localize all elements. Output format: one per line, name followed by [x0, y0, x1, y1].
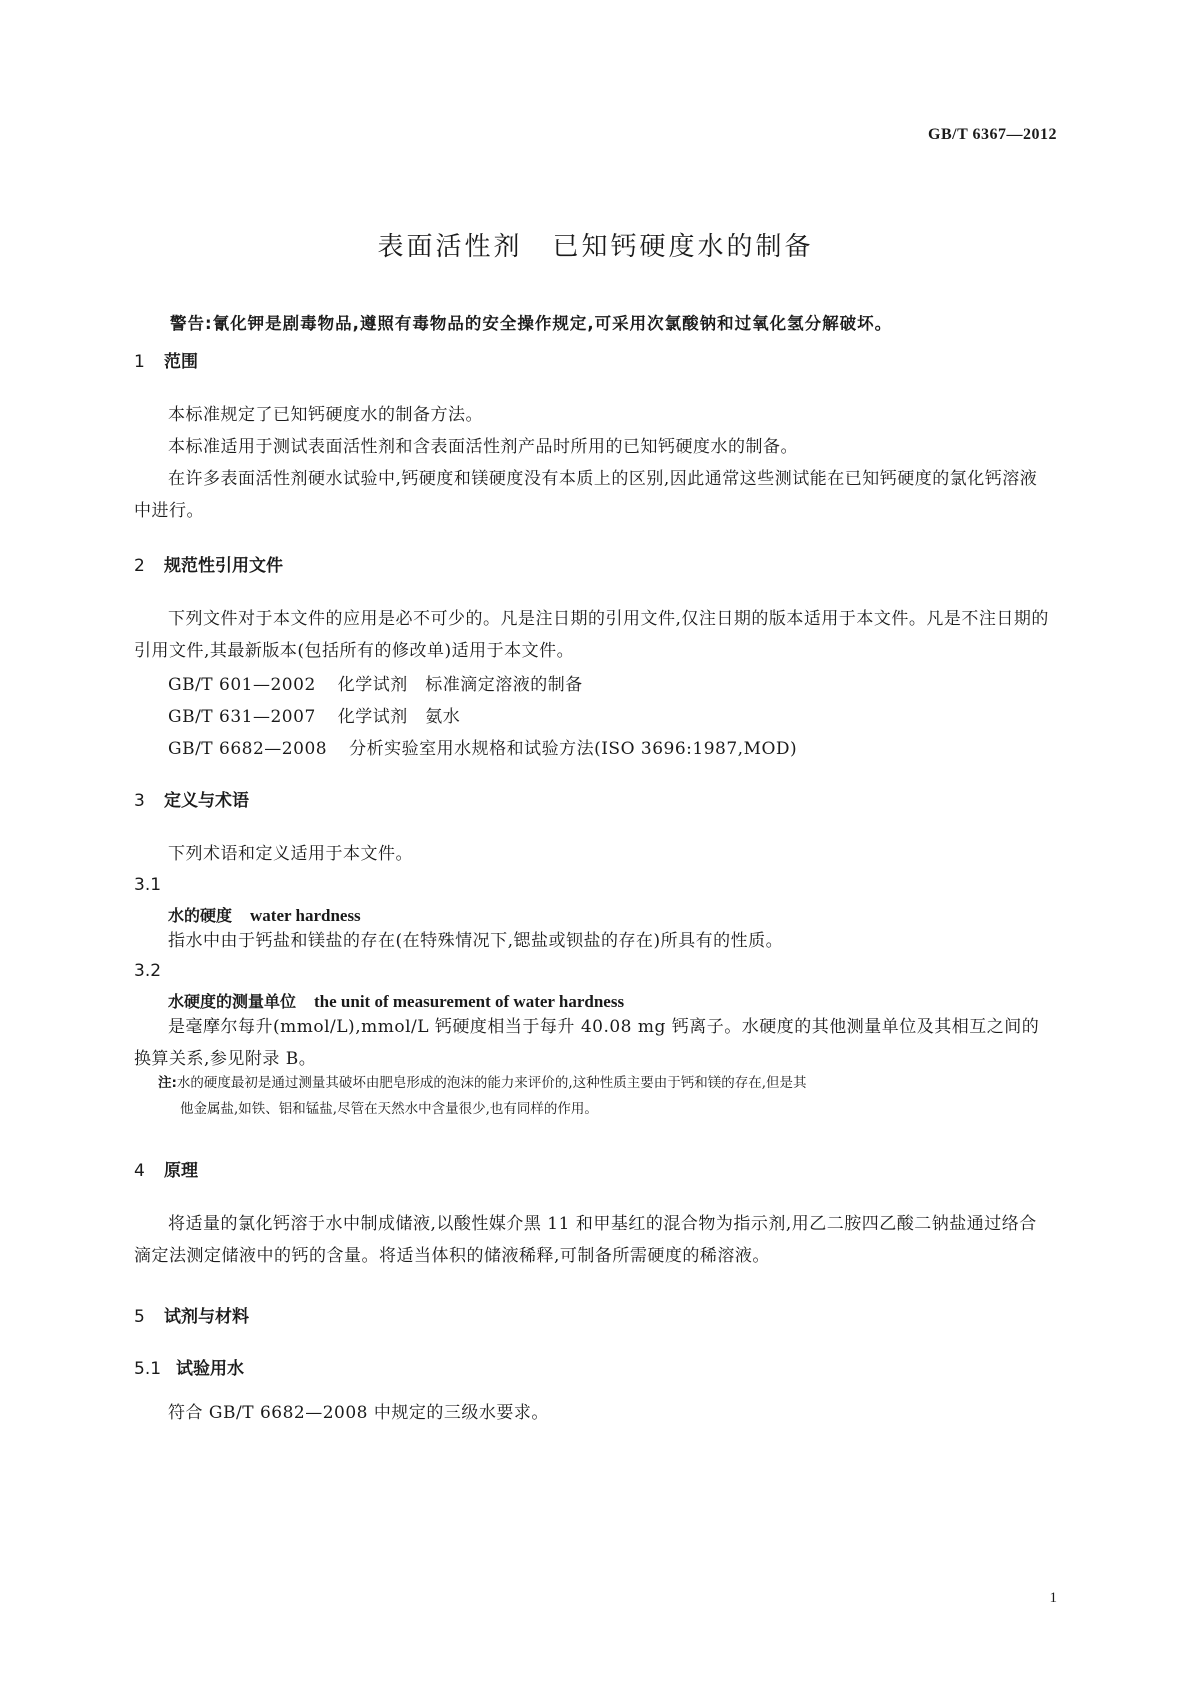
- term-zh: 水硬度的测量单位: [168, 992, 297, 1011]
- title-part-2: 已知钙硬度水的制备: [552, 232, 814, 262]
- subsection-5-1-heading: [134, 1354, 244, 1379]
- section-title: 试剂与材料: [164, 1307, 249, 1327]
- section-number: 4: [134, 1161, 145, 1181]
- section-number: 1: [134, 352, 145, 372]
- term-en: water hardness: [250, 906, 361, 925]
- section-3-heading: [134, 786, 249, 811]
- section-title: 规范性引用文件: [164, 556, 283, 576]
- note: [158, 1070, 1058, 1122]
- section-4-heading: [134, 1156, 198, 1181]
- section-title: 范围: [164, 352, 198, 372]
- term-heading: [168, 989, 624, 1012]
- reference-item: [168, 734, 797, 759]
- subsection-number: 5.1: [134, 1359, 162, 1379]
- paragraph: 符合 GB/T 6682—2008 中规定的三级水要求。: [168, 1403, 549, 1423]
- section-number: 5: [134, 1307, 145, 1327]
- warning-text: 警告:氰化钾是剧毒物品,遵照有毒物品的安全操作规定,可采用次氯酸钠和过氧化氢分解破坏。: [170, 314, 893, 333]
- term-number: 3.2: [134, 961, 162, 981]
- reference-item: [168, 670, 583, 695]
- paragraph: 在许多表面活性剂硬水试验中,钙硬度和镁硬度没有本质上的区别,因此通常这些测试能在已知钙硬度的氯化钙溶液中进行。: [134, 469, 1038, 521]
- term-heading: [168, 903, 361, 926]
- section-number: 3: [134, 791, 145, 811]
- section-2-heading: [134, 551, 283, 576]
- title-part-1: 表面活性剂: [377, 232, 523, 262]
- paragraph: 本标准规定了已知钙硬度水的制备方法。: [168, 405, 483, 425]
- section-number: 2: [134, 556, 145, 576]
- section-1-heading: [134, 347, 198, 372]
- note-line: 水的硬度最初是通过测量其破坏由肥皂形成的泡沫的能力来评价的,这种性质主要由于钙和镁的存在,但是其: [176, 1075, 807, 1091]
- document-title: [0, 226, 1191, 263]
- term-definition: 指水中由于钙盐和镁盐的存在(在特殊情况下,锶盐或钡盐的存在)所具有的性质。: [168, 931, 784, 951]
- paragraph: 下列术语和定义适用于本文件。: [168, 844, 413, 864]
- subsection-title: 试验用水: [176, 1359, 244, 1379]
- page-number: 1: [1049, 1590, 1057, 1606]
- reference-name: 分析实验室用水规格和试验方法(ISO 3696:1987,MOD): [349, 739, 798, 759]
- paragraph: 本标准适用于测试表面活性剂和含表面活性剂产品时所用的已知钙硬度水的制备。: [168, 437, 798, 457]
- term-en: the unit of measurement of water hardness: [314, 992, 625, 1011]
- term-zh: 水的硬度: [168, 906, 233, 925]
- section-5-heading: [134, 1302, 249, 1327]
- reference-code: GB/T 631—2007: [168, 707, 316, 727]
- reference-name: 化学试剂 氨水: [337, 707, 461, 727]
- reference-item: [168, 702, 460, 727]
- term-definition: 是毫摩尔每升(mmol/L),mmol/L 钙硬度相当于每升 40.08 mg 钙离子。水硬度的其他测量单位及其相互之间的换算关系,参见附录 B。: [134, 1017, 1040, 1069]
- section-title: 定义与术语: [164, 791, 249, 811]
- term-number: 3.1: [134, 875, 162, 895]
- paragraph: 下列文件对于本文件的应用是必不可少的。凡是注日期的引用文件,仅注日期的版本适用于本文件。凡是不注日期的引用文件,其最新版本(包括所有的修改单)适用于本文件。: [134, 609, 1049, 661]
- paragraph: 将适量的氯化钙溶于水中制成储液,以酸性媒介黑 11 和甲基红的混合物为指示剂,用乙二胺四乙酸二钠盐通过络合滴定法测定储液中的钙的含量。将适当体积的储液稀释,可制备所需硬度的稀溶液。: [134, 1214, 1037, 1266]
- note-line: 他金属盐,如铁、铝和锰盐,尽管在天然水中含量很少,也有同样的作用。: [180, 1101, 598, 1117]
- standard-number: GB/T 6367—2012: [928, 126, 1057, 143]
- reference-code: GB/T 6682—2008: [168, 739, 328, 759]
- note-label: 注:: [158, 1075, 177, 1091]
- reference-name: 化学试剂 标准滴定溶液的制备: [337, 675, 583, 695]
- reference-code: GB/T 601—2002: [168, 675, 316, 695]
- section-title: 原理: [164, 1161, 198, 1181]
